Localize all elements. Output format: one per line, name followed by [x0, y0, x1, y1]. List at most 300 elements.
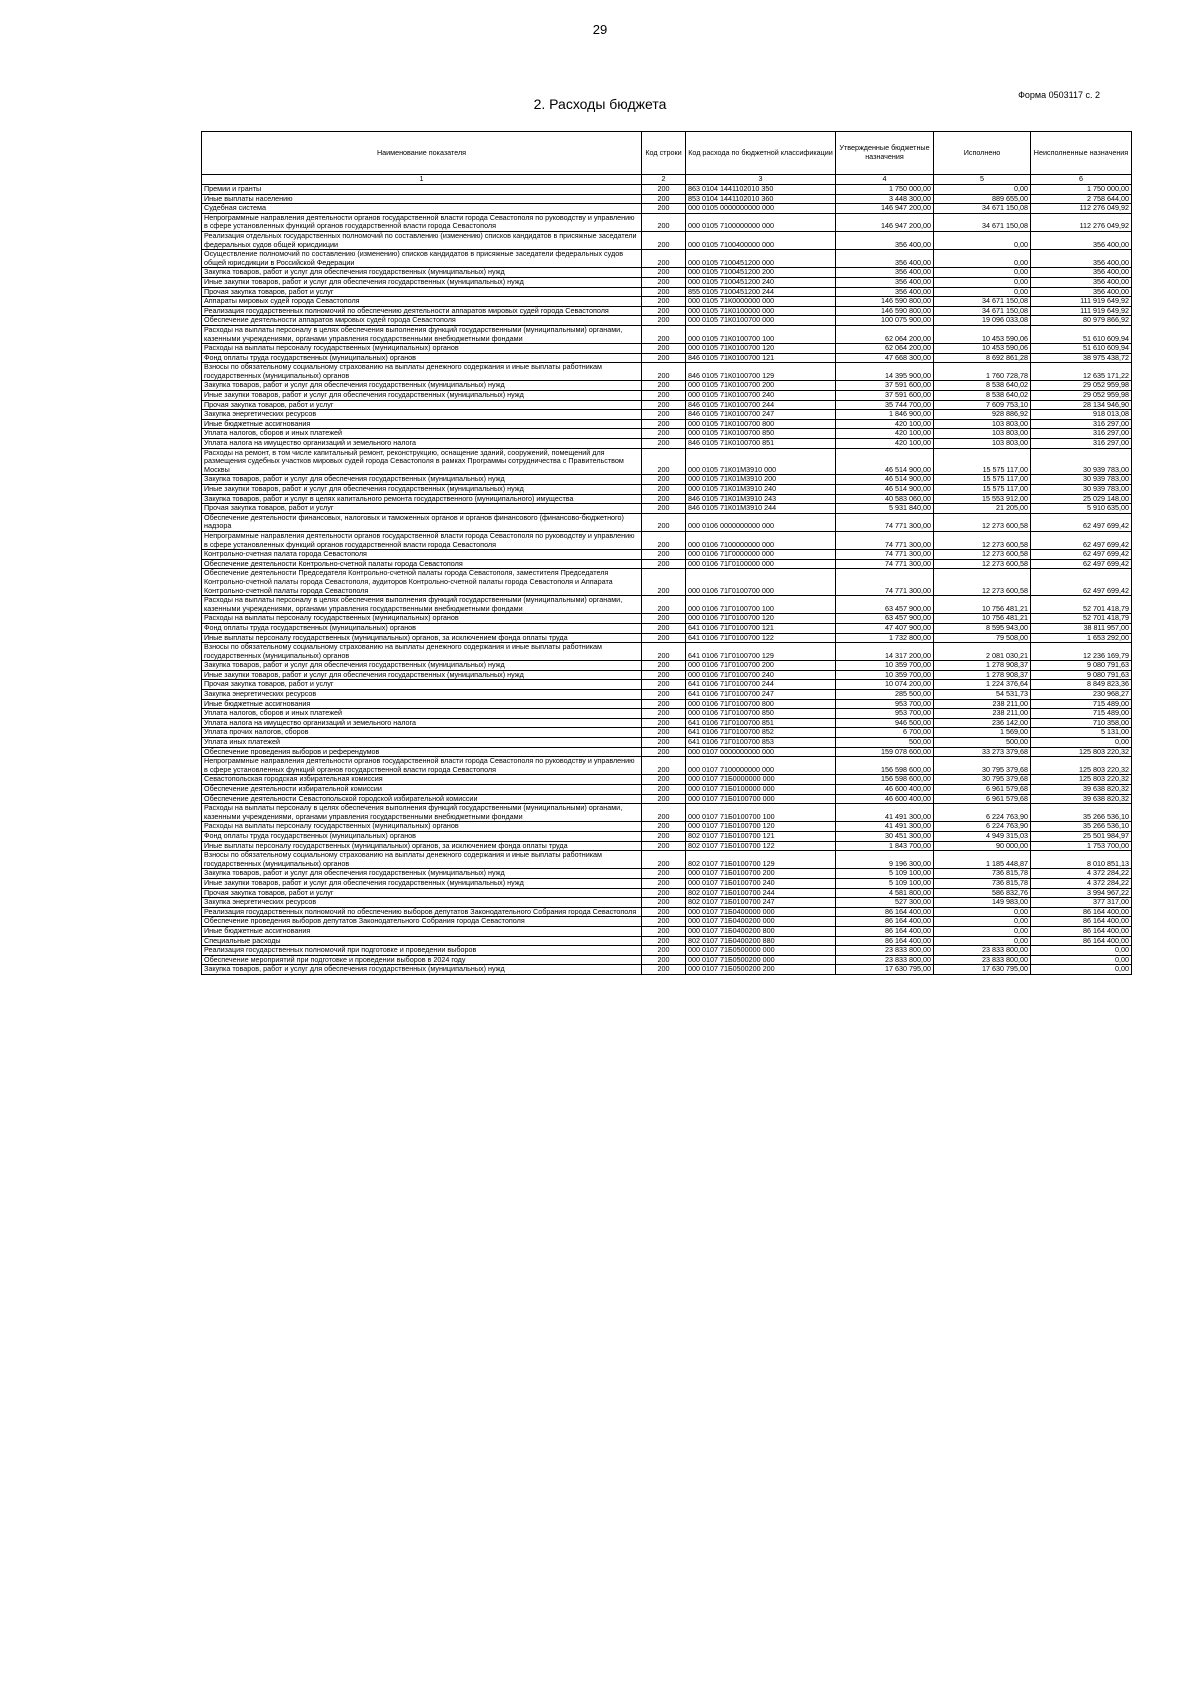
- cell-classification-code: 000 0106 71Г0100700 850: [686, 709, 836, 719]
- cell-name: Закупка товаров, работ и услуг для обеспечения государственных (муниципальных) нужд: [202, 381, 642, 391]
- cell-classification-code: 000 0105 71К01М3910 200: [686, 475, 836, 485]
- table-row: [202, 785, 1132, 795]
- cell-classification-code: 000 0106 71Г0100700 800: [686, 699, 836, 709]
- cell-executed: 10 453 590,06: [934, 325, 1031, 343]
- cell-executed: 1 278 908,37: [934, 670, 1031, 680]
- table-row: [202, 718, 1132, 728]
- cell-classification-code: 000 0105 7100400000 000: [686, 231, 836, 249]
- cell-unexecuted: 38 975 438,72: [1031, 353, 1132, 363]
- cell-line-code: 200: [642, 699, 686, 709]
- cell-unexecuted: 86 164 400,00: [1031, 926, 1132, 936]
- cell-line-code: 200: [642, 822, 686, 832]
- cell-executed: 928 886,92: [934, 410, 1031, 420]
- column-header-line-code: Код строки: [642, 132, 686, 175]
- cell-name: Непрограммные направления деятельности органов государственной власти города Севастополя по руководству и управлению в сфере установленных функций органов государственной власти города Севастополя: [202, 531, 642, 549]
- cell-line-code: 200: [642, 680, 686, 690]
- cell-executed: 1 224 376,64: [934, 680, 1031, 690]
- cell-name: Иные бюджетные ассигнования: [202, 926, 642, 936]
- table-row: [202, 747, 1132, 757]
- cell-line-code: 200: [642, 363, 686, 381]
- table-row: [202, 738, 1132, 748]
- table-row: [202, 429, 1132, 439]
- cell-name: Иные бюджетные ассигнования: [202, 419, 642, 429]
- cell-unexecuted: 356 400,00: [1031, 268, 1132, 278]
- table-row: [202, 596, 1132, 614]
- cell-approved: 63 457 900,00: [836, 614, 934, 624]
- cell-classification-code: 000 0107 0000000000 000: [686, 747, 836, 757]
- cell-line-code: 200: [642, 907, 686, 917]
- cell-executed: 236 142,00: [934, 718, 1031, 728]
- table-row: [202, 936, 1132, 946]
- cell-approved: 40 583 060,00: [836, 494, 934, 504]
- table-row: [202, 448, 1132, 475]
- cell-unexecuted: 111 919 649,92: [1031, 306, 1132, 316]
- cell-unexecuted: 356 400,00: [1031, 231, 1132, 249]
- cell-name: Расходы на выплаты персоналу государственных (муниципальных) органов: [202, 344, 642, 354]
- cell-name: Обеспечение проведения выборов и референдумов: [202, 747, 642, 757]
- table-row: [202, 325, 1132, 343]
- cell-approved: 47 407 900,00: [836, 623, 934, 633]
- cell-line-code: 200: [642, 785, 686, 795]
- cell-executed: 15 575 117,00: [934, 485, 1031, 495]
- cell-classification-code: 000 0105 71К0100700 200: [686, 381, 836, 391]
- cell-unexecuted: 62 497 699,42: [1031, 531, 1132, 549]
- cell-unexecuted: 62 497 699,42: [1031, 559, 1132, 569]
- cell-line-code: 200: [642, 831, 686, 841]
- cell-unexecuted: 1 750 000,00: [1031, 185, 1132, 195]
- table-row: [202, 955, 1132, 965]
- cell-approved: 527 300,00: [836, 898, 934, 908]
- cell-approved: 420 100,00: [836, 439, 934, 449]
- cell-unexecuted: 5 910 635,00: [1031, 504, 1132, 514]
- cell-executed: 1 185 448,87: [934, 851, 1031, 869]
- cell-executed: 17 630 795,00: [934, 965, 1031, 975]
- cell-line-code: 200: [642, 306, 686, 316]
- cell-line-code: 200: [642, 775, 686, 785]
- cell-name: Закупка товаров, работ и услуг для обеспечения государственных (муниципальных) нужд: [202, 475, 642, 485]
- cell-unexecuted: 62 497 699,42: [1031, 550, 1132, 560]
- cell-executed: 1 569,00: [934, 728, 1031, 738]
- cell-name: Уплата иных платежей: [202, 738, 642, 748]
- cell-approved: 74 771 300,00: [836, 550, 934, 560]
- cell-executed: 586 832,76: [934, 888, 1031, 898]
- cell-approved: 156 598 600,00: [836, 775, 934, 785]
- cell-name: Фонд оплаты труда государственных (муниципальных) органов: [202, 353, 642, 363]
- cell-name: Фонд оплаты труда государственных (муниципальных) органов: [202, 623, 642, 633]
- cell-executed: 8 538 640,02: [934, 391, 1031, 401]
- cell-line-code: 200: [642, 841, 686, 851]
- table-row: [202, 185, 1132, 195]
- cell-line-code: 200: [642, 410, 686, 420]
- column-number: 6: [1031, 175, 1132, 185]
- cell-unexecuted: 35 266 536,10: [1031, 822, 1132, 832]
- cell-executed: 33 273 379,68: [934, 747, 1031, 757]
- cell-name: Расходы на выплаты персоналу в целях обеспечения выполнения функций государственными (муниципальными) органами, казенными учреждениями, органами управления государственными внебюджетными фондами: [202, 804, 642, 822]
- cell-line-code: 200: [642, 475, 686, 485]
- cell-classification-code: 000 0107 71Б0100700 240: [686, 878, 836, 888]
- cell-unexecuted: 0,00: [1031, 955, 1132, 965]
- cell-name: Обеспечение деятельности избирательной комиссии: [202, 785, 642, 795]
- cell-approved: 37 591 600,00: [836, 391, 934, 401]
- cell-executed: 15 575 117,00: [934, 448, 1031, 475]
- cell-approved: 420 100,00: [836, 429, 934, 439]
- cell-unexecuted: 9 080 791,63: [1031, 670, 1132, 680]
- table-row: [202, 661, 1132, 671]
- cell-classification-code: 000 0107 71Б0500200 200: [686, 965, 836, 975]
- cell-classification-code: 863 0104 1441102010 350: [686, 185, 836, 195]
- cell-name: Осуществление полномочий по составлению (изменению) списков кандидатов в присяжные заседатели федеральных судов общей юрисдикции в Российской Федерации: [202, 250, 642, 268]
- cell-approved: 9 196 300,00: [836, 851, 934, 869]
- cell-line-code: 200: [642, 898, 686, 908]
- cell-line-code: 200: [642, 325, 686, 343]
- cell-unexecuted: 30 939 783,00: [1031, 475, 1132, 485]
- cell-name: Прочая закупка товаров, работ и услуг: [202, 504, 642, 514]
- cell-unexecuted: 112 276 049,92: [1031, 204, 1132, 214]
- cell-line-code: 200: [642, 250, 686, 268]
- cell-line-code: 200: [642, 213, 686, 231]
- cell-executed: 6 224 763,90: [934, 822, 1031, 832]
- table-row: [202, 690, 1132, 700]
- table-row: [202, 204, 1132, 214]
- cell-executed: 15 575 117,00: [934, 475, 1031, 485]
- cell-line-code: 200: [642, 917, 686, 927]
- cell-unexecuted: 112 276 049,92: [1031, 213, 1132, 231]
- cell-name: Закупка товаров, работ и услуг в целях капитального ремонта государственного (муниципального) имущества: [202, 494, 642, 504]
- cell-approved: 953 700,00: [836, 709, 934, 719]
- cell-executed: 0,00: [934, 185, 1031, 195]
- cell-executed: 4 949 315,03: [934, 831, 1031, 841]
- cell-classification-code: 641 0106 71Г0100700 853: [686, 738, 836, 748]
- cell-unexecuted: 80 979 866,92: [1031, 316, 1132, 326]
- table-row: [202, 531, 1132, 549]
- cell-classification-code: 855 0105 7100451200 244: [686, 287, 836, 297]
- cell-name: Непрограммные направления деятельности органов государственной власти города Севастополя по руководству и управлению в сфере установленных функций органов государственной власти города Севастополя: [202, 213, 642, 231]
- section-title: 2. Расходы бюджета: [533, 96, 667, 112]
- cell-executed: 1 278 908,37: [934, 661, 1031, 671]
- cell-executed: 0,00: [934, 926, 1031, 936]
- cell-executed: 238 211,00: [934, 699, 1031, 709]
- cell-approved: 62 064 200,00: [836, 344, 934, 354]
- cell-name: Иные закупки товаров, работ и услуг для обеспечения государственных (муниципальных) нужд: [202, 391, 642, 401]
- cell-classification-code: 846 0105 71К0100700 851: [686, 439, 836, 449]
- cell-line-code: 200: [642, 297, 686, 307]
- cell-name: Закупка товаров, работ и услуг для обеспечения государственных (муниципальных) нужд: [202, 965, 642, 975]
- cell-unexecuted: 1 753 700,00: [1031, 841, 1132, 851]
- table-row: [202, 475, 1132, 485]
- cell-line-code: 200: [642, 316, 686, 326]
- cell-executed: 12 273 600,58: [934, 550, 1031, 560]
- cell-executed: 15 553 912,00: [934, 494, 1031, 504]
- column-header-classification-code: Код расхода по бюджетной классификации: [686, 132, 836, 175]
- cell-approved: 86 164 400,00: [836, 926, 934, 936]
- table-row: [202, 643, 1132, 661]
- cell-name: Судебная система: [202, 204, 642, 214]
- cell-line-code: 200: [642, 633, 686, 643]
- cell-unexecuted: 316 297,00: [1031, 429, 1132, 439]
- cell-approved: 420 100,00: [836, 419, 934, 429]
- cell-classification-code: 846 0105 71К0100700 121: [686, 353, 836, 363]
- cell-unexecuted: 4 372 284,22: [1031, 878, 1132, 888]
- cell-classification-code: 846 0105 71К01М3910 243: [686, 494, 836, 504]
- cell-approved: 41 491 300,00: [836, 822, 934, 832]
- cell-unexecuted: 9 080 791,63: [1031, 661, 1132, 671]
- cell-name: Взносы по обязательному социальному страхованию на выплаты денежного содержания и иные выплаты работникам государственных (муниципальных) органов: [202, 363, 642, 381]
- cell-approved: 1 846 900,00: [836, 410, 934, 420]
- cell-line-code: 200: [642, 643, 686, 661]
- cell-unexecuted: 710 358,00: [1031, 718, 1132, 728]
- cell-name: Расходы на выплаты персоналу в целях обеспечения выполнения функций государственными (муниципальными) органами, казенными учреждениями, органами управления государственными внебюджетными фондами: [202, 596, 642, 614]
- cell-executed: 10 453 590,06: [934, 344, 1031, 354]
- cell-name: Иные выплаты персоналу государственных (муниципальных) органов, за исключением фонда оплаты труда: [202, 841, 642, 851]
- table-row: [202, 794, 1132, 804]
- cell-executed: 30 795 379,68: [934, 757, 1031, 775]
- table-row: [202, 494, 1132, 504]
- cell-unexecuted: 3 994 967,22: [1031, 888, 1132, 898]
- cell-unexecuted: 38 811 957,00: [1031, 623, 1132, 633]
- cell-line-code: 200: [642, 381, 686, 391]
- cell-approved: 41 491 300,00: [836, 804, 934, 822]
- cell-unexecuted: 86 164 400,00: [1031, 936, 1132, 946]
- cell-name: Иные выплаты персоналу государственных (муниципальных) органов, за исключением фонда оплаты труда: [202, 633, 642, 643]
- cell-approved: 953 700,00: [836, 699, 934, 709]
- cell-approved: 23 833 800,00: [836, 946, 934, 956]
- column-header-approved: Утвержденные бюджетные назначения: [836, 132, 934, 175]
- cell-executed: 7 609 753,10: [934, 400, 1031, 410]
- cell-executed: 103 803,00: [934, 429, 1031, 439]
- cell-name: Расходы на выплаты персоналу государственных (муниципальных) органов: [202, 822, 642, 832]
- cell-classification-code: 000 0105 71К0100700 800: [686, 419, 836, 429]
- cell-executed: 0,00: [934, 250, 1031, 268]
- cell-classification-code: 846 0105 71К0100700 129: [686, 363, 836, 381]
- cell-line-code: 200: [642, 614, 686, 624]
- cell-name: Иные закупки товаров, работ и услуг для обеспечения государственных (муниципальных) нужд: [202, 670, 642, 680]
- table-row: [202, 822, 1132, 832]
- cell-line-code: 200: [642, 353, 686, 363]
- table-row: [202, 391, 1132, 401]
- cell-name: Реализация государственных полномочий при подготовке и проведении выборов: [202, 946, 642, 956]
- cell-name: Аппараты мировых судей города Севастополя: [202, 297, 642, 307]
- cell-executed: 34 671 150,08: [934, 213, 1031, 231]
- cell-line-code: 200: [642, 439, 686, 449]
- cell-name: Обеспечение деятельности аппаратов мировых судей города Севастополя: [202, 316, 642, 326]
- table-row: [202, 513, 1132, 531]
- cell-unexecuted: 0,00: [1031, 965, 1132, 975]
- cell-unexecuted: 918 013,08: [1031, 410, 1132, 420]
- cell-approved: 146 590 800,00: [836, 297, 934, 307]
- cell-name: Севастопольская городская избирательная комиссия: [202, 775, 642, 785]
- cell-unexecuted: 111 919 649,92: [1031, 297, 1132, 307]
- table-row: [202, 907, 1132, 917]
- cell-line-code: 200: [642, 277, 686, 287]
- cell-classification-code: 000 0106 71Г0100000 000: [686, 559, 836, 569]
- cell-unexecuted: 35 266 536,10: [1031, 804, 1132, 822]
- cell-approved: 30 451 300,00: [836, 831, 934, 841]
- cell-approved: 159 078 600,00: [836, 747, 934, 757]
- cell-approved: 74 771 300,00: [836, 559, 934, 569]
- cell-approved: 46 514 900,00: [836, 448, 934, 475]
- table-row: [202, 316, 1132, 326]
- table-row: [202, 851, 1132, 869]
- cell-approved: 4 581 800,00: [836, 888, 934, 898]
- cell-classification-code: 641 0106 71Г0100700 851: [686, 718, 836, 728]
- cell-line-code: 200: [642, 718, 686, 728]
- table-row: [202, 888, 1132, 898]
- cell-executed: 90 000,00: [934, 841, 1031, 851]
- cell-classification-code: 846 0105 71К01М3910 244: [686, 504, 836, 514]
- cell-unexecuted: 8 849 823,36: [1031, 680, 1132, 690]
- cell-unexecuted: 39 638 820,32: [1031, 794, 1132, 804]
- cell-executed: 736 815,78: [934, 869, 1031, 879]
- cell-approved: 46 514 900,00: [836, 475, 934, 485]
- cell-unexecuted: 86 164 400,00: [1031, 917, 1132, 927]
- budget-expenses-table: [201, 131, 1132, 975]
- table-row: [202, 680, 1132, 690]
- cell-classification-code: 000 0105 7100000000 000: [686, 213, 836, 231]
- cell-approved: 285 500,00: [836, 690, 934, 700]
- cell-unexecuted: 356 400,00: [1031, 287, 1132, 297]
- cell-line-code: 200: [642, 287, 686, 297]
- cell-name: Расходы на выплаты персоналу в целях обеспечения выполнения функций государственными (муниципальными) органами, казенными учреждениями, органами управления государственными внебюджетными фондами: [202, 325, 642, 343]
- cell-line-code: 200: [642, 946, 686, 956]
- cell-executed: 889 655,00: [934, 194, 1031, 204]
- table-row: [202, 614, 1132, 624]
- cell-name: Расходы на выплаты персоналу государственных (муниципальных) органов: [202, 614, 642, 624]
- cell-executed: 34 671 150,08: [934, 204, 1031, 214]
- table-row: [202, 287, 1132, 297]
- cell-classification-code: 000 0105 71К0100700 120: [686, 344, 836, 354]
- cell-line-code: 200: [642, 661, 686, 671]
- cell-name: Реализация государственных полномочий по обеспечению выборов депутатов Законодательного Собрания города Севастополя: [202, 907, 642, 917]
- cell-name: Закупка энергетических ресурсов: [202, 690, 642, 700]
- cell-line-code: 200: [642, 559, 686, 569]
- cell-classification-code: 802 0107 71Б0100700 247: [686, 898, 836, 908]
- cell-line-code: 200: [642, 231, 686, 249]
- cell-line-code: 200: [642, 670, 686, 680]
- cell-approved: 500,00: [836, 738, 934, 748]
- cell-approved: 100 075 900,00: [836, 316, 934, 326]
- cell-classification-code: 641 0106 71Г0100700 129: [686, 643, 836, 661]
- cell-classification-code: 000 0107 71Б0100700 200: [686, 869, 836, 879]
- cell-line-code: 200: [642, 936, 686, 946]
- cell-classification-code: 000 0105 71К0100700 240: [686, 391, 836, 401]
- table-row: [202, 841, 1132, 851]
- cell-line-code: 200: [642, 531, 686, 549]
- cell-unexecuted: 30 939 783,00: [1031, 448, 1132, 475]
- cell-approved: 5 109 100,00: [836, 878, 934, 888]
- cell-line-code: 200: [642, 690, 686, 700]
- cell-line-code: 200: [642, 550, 686, 560]
- cell-approved: 1 750 000,00: [836, 185, 934, 195]
- cell-approved: 1 732 800,00: [836, 633, 934, 643]
- cell-name: Закупка товаров, работ и услуг для обеспечения государственных (муниципальных) нужд: [202, 661, 642, 671]
- column-number: 3: [686, 175, 836, 185]
- cell-approved: 14 395 900,00: [836, 363, 934, 381]
- cell-name: Непрограммные направления деятельности органов государственной власти города Севастополя по руководству и управлению в сфере установленных функций органов государственной власти города Севастополя: [202, 757, 642, 775]
- cell-unexecuted: 86 164 400,00: [1031, 907, 1132, 917]
- cell-name: Закупка товаров, работ и услуг для обеспечения государственных (муниципальных) нужд: [202, 869, 642, 879]
- cell-approved: 6 700,00: [836, 728, 934, 738]
- cell-line-code: 200: [642, 869, 686, 879]
- table-row: [202, 804, 1132, 822]
- cell-executed: 6 224 763,90: [934, 804, 1031, 822]
- table-row: [202, 213, 1132, 231]
- cell-approved: 23 833 800,00: [836, 955, 934, 965]
- table-row: [202, 344, 1132, 354]
- cell-classification-code: 846 0105 71К0100700 244: [686, 400, 836, 410]
- table-row: [202, 728, 1132, 738]
- cell-executed: 6 961 579,68: [934, 794, 1031, 804]
- cell-approved: 46 600 400,00: [836, 794, 934, 804]
- cell-unexecuted: 2 758 644,00: [1031, 194, 1132, 204]
- cell-unexecuted: 30 939 783,00: [1031, 485, 1132, 495]
- cell-executed: 736 815,78: [934, 878, 1031, 888]
- table-row: [202, 926, 1132, 936]
- column-number: 2: [642, 175, 686, 185]
- cell-executed: 34 671 150,08: [934, 306, 1031, 316]
- cell-name: Взносы по обязательному социальному страхованию на выплаты денежного содержания и иные выплаты работникам государственных (муниципальных) органов: [202, 851, 642, 869]
- cell-line-code: 200: [642, 851, 686, 869]
- cell-classification-code: 000 0106 71Г0100700 100: [686, 596, 836, 614]
- cell-executed: 19 096 033,08: [934, 316, 1031, 326]
- cell-approved: 5 109 100,00: [836, 869, 934, 879]
- cell-line-code: 200: [642, 569, 686, 596]
- cell-classification-code: 641 0106 71Г0100700 122: [686, 633, 836, 643]
- cell-unexecuted: 62 497 699,42: [1031, 513, 1132, 531]
- cell-approved: 74 771 300,00: [836, 531, 934, 549]
- cell-classification-code: 000 0107 71Б0500000 000: [686, 946, 836, 956]
- cell-approved: 10 359 700,00: [836, 661, 934, 671]
- cell-name: Закупка энергетических ресурсов: [202, 898, 642, 908]
- cell-classification-code: 641 0106 71Г0100700 244: [686, 680, 836, 690]
- cell-classification-code: 641 0106 71Г0100700 852: [686, 728, 836, 738]
- table-row: [202, 306, 1132, 316]
- cell-name: Уплата налогов, сборов и иных платежей: [202, 709, 642, 719]
- cell-classification-code: 000 0105 71К0100700 850: [686, 429, 836, 439]
- column-number: 1: [202, 175, 642, 185]
- table-body: [202, 185, 1132, 975]
- cell-line-code: 200: [642, 448, 686, 475]
- cell-executed: 0,00: [934, 936, 1031, 946]
- cell-classification-code: 000 0107 71Б0100700 120: [686, 822, 836, 832]
- cell-approved: 62 064 200,00: [836, 325, 934, 343]
- cell-unexecuted: 125 803 220,32: [1031, 747, 1132, 757]
- cell-line-code: 200: [642, 888, 686, 898]
- table-row: [202, 757, 1132, 775]
- cell-executed: 0,00: [934, 277, 1031, 287]
- table-row: [202, 485, 1132, 495]
- cell-name: Иные выплаты населению: [202, 194, 642, 204]
- cell-line-code: 200: [642, 596, 686, 614]
- cell-executed: 103 803,00: [934, 419, 1031, 429]
- cell-line-code: 200: [642, 391, 686, 401]
- cell-line-code: 200: [642, 794, 686, 804]
- table-row: [202, 633, 1132, 643]
- cell-name: Прочая закупка товаров, работ и услуг: [202, 888, 642, 898]
- cell-unexecuted: 125 803 220,32: [1031, 775, 1132, 785]
- cell-line-code: 200: [642, 344, 686, 354]
- page-number: 29: [592, 22, 608, 37]
- cell-classification-code: 000 0106 71Г0100700 120: [686, 614, 836, 624]
- cell-line-code: 200: [642, 757, 686, 775]
- cell-unexecuted: 1 653 292,00: [1031, 633, 1132, 643]
- cell-approved: 146 590 800,00: [836, 306, 934, 316]
- column-header-unexecuted: Неисполненные назначения: [1031, 132, 1132, 175]
- cell-executed: 0,00: [934, 231, 1031, 249]
- cell-line-code: 200: [642, 268, 686, 278]
- table-row: [202, 410, 1132, 420]
- table-row: [202, 297, 1132, 307]
- cell-approved: 74 771 300,00: [836, 513, 934, 531]
